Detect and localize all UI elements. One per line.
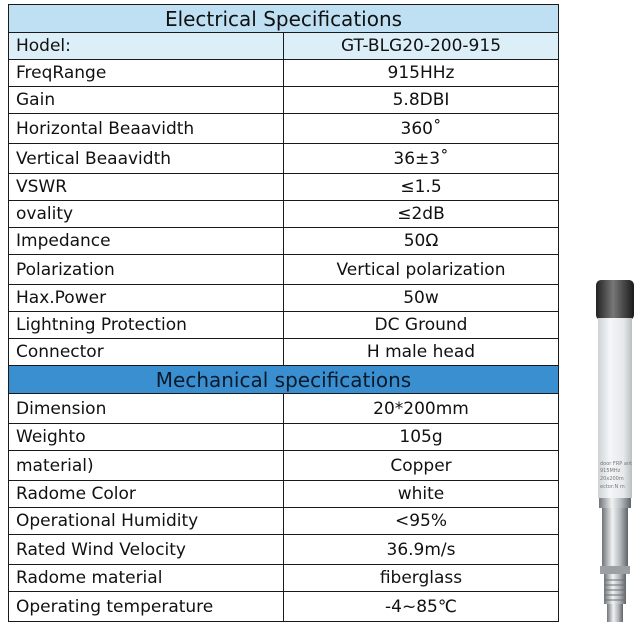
row-label: Vertical Beaavidth <box>9 144 284 174</box>
antenna-photo <box>590 280 638 625</box>
row-value: 36±3˚ <box>284 144 559 174</box>
row-value: 360˚ <box>284 114 559 144</box>
table-row <box>9 114 559 144</box>
antenna-base <box>602 508 628 570</box>
row-label: Polarization <box>9 255 284 285</box>
table-row <box>9 60 559 87</box>
table-row <box>9 339 559 366</box>
electrical-title: Electrical Specifications <box>9 5 559 33</box>
row-label: Horizontal Beaavidth <box>9 114 284 144</box>
row-label: Gain <box>9 87 284 114</box>
table-row <box>9 87 559 114</box>
spec-sheet <box>8 4 559 622</box>
mechanical-header-row <box>9 366 559 394</box>
table-row <box>9 228 559 255</box>
row-label: Lightning Protection <box>9 312 284 339</box>
row-value: ≤1.5 <box>284 174 559 201</box>
antenna-label-line: 20x200m <box>600 476 624 482</box>
row-value: Vertical polarization <box>284 255 559 285</box>
row-label: Weighto <box>9 424 284 451</box>
row-value: 20*200mm <box>284 394 559 424</box>
model-row <box>9 33 559 60</box>
row-value: 50w <box>284 285 559 312</box>
antenna-label-line: ector:N m <box>600 484 625 490</box>
table-row <box>9 592 559 622</box>
row-label: ovality <box>9 201 284 228</box>
table-row <box>9 255 559 285</box>
table-row <box>9 144 559 174</box>
row-value: 50Ω <box>284 228 559 255</box>
table-row <box>9 451 559 481</box>
row-value: 915HHz <box>284 60 559 87</box>
row-label: material) <box>9 451 284 481</box>
row-label: Operating temperature <box>9 592 284 622</box>
row-value: ≤2dB <box>284 201 559 228</box>
electrical-header-row <box>9 5 559 33</box>
table-row <box>9 481 559 508</box>
table-row <box>9 285 559 312</box>
row-label: Impedance <box>9 228 284 255</box>
antenna-cap <box>596 280 634 320</box>
table-row <box>9 565 559 592</box>
antenna-label-line: door FRP ant <box>600 461 633 467</box>
row-label: Rated Wind Velocity <box>9 535 284 565</box>
row-value: 105g <box>284 424 559 451</box>
antenna-connector-tip <box>607 604 623 622</box>
table-row <box>9 312 559 339</box>
row-value: 36.9m/s <box>284 535 559 565</box>
row-value: fiberglass <box>284 565 559 592</box>
row-label: Radome Color <box>9 481 284 508</box>
row-label: Hax.Power <box>9 285 284 312</box>
row-value: H male head <box>284 339 559 366</box>
antenna-ring <box>600 566 630 574</box>
mechanical-title: Mechanical specifications <box>9 366 559 394</box>
antenna-label-line: 915MHz <box>600 468 621 474</box>
spec-table <box>8 4 559 622</box>
row-label: FreqRange <box>9 60 284 87</box>
row-value: <95% <box>284 508 559 535</box>
row-label: Connector <box>9 339 284 366</box>
model-label: Hodel: <box>9 33 284 60</box>
model-value: GT-BLG20-200-915 <box>284 33 559 60</box>
table-row <box>9 201 559 228</box>
row-value: -4~85℃ <box>284 592 559 622</box>
row-label: Radome material <box>9 565 284 592</box>
row-value: white <box>284 481 559 508</box>
table-row <box>9 174 559 201</box>
table-row <box>9 424 559 451</box>
row-label: VSWR <box>9 174 284 201</box>
antenna-collar <box>599 498 631 508</box>
table-row <box>9 535 559 565</box>
row-value: DC Ground <box>284 312 559 339</box>
table-row <box>9 394 559 424</box>
table-row <box>9 508 559 535</box>
row-value: 5.8DBI <box>284 87 559 114</box>
row-value: Copper <box>284 451 559 481</box>
row-label: Dimension <box>9 394 284 424</box>
row-label: Operational Humidity <box>9 508 284 535</box>
